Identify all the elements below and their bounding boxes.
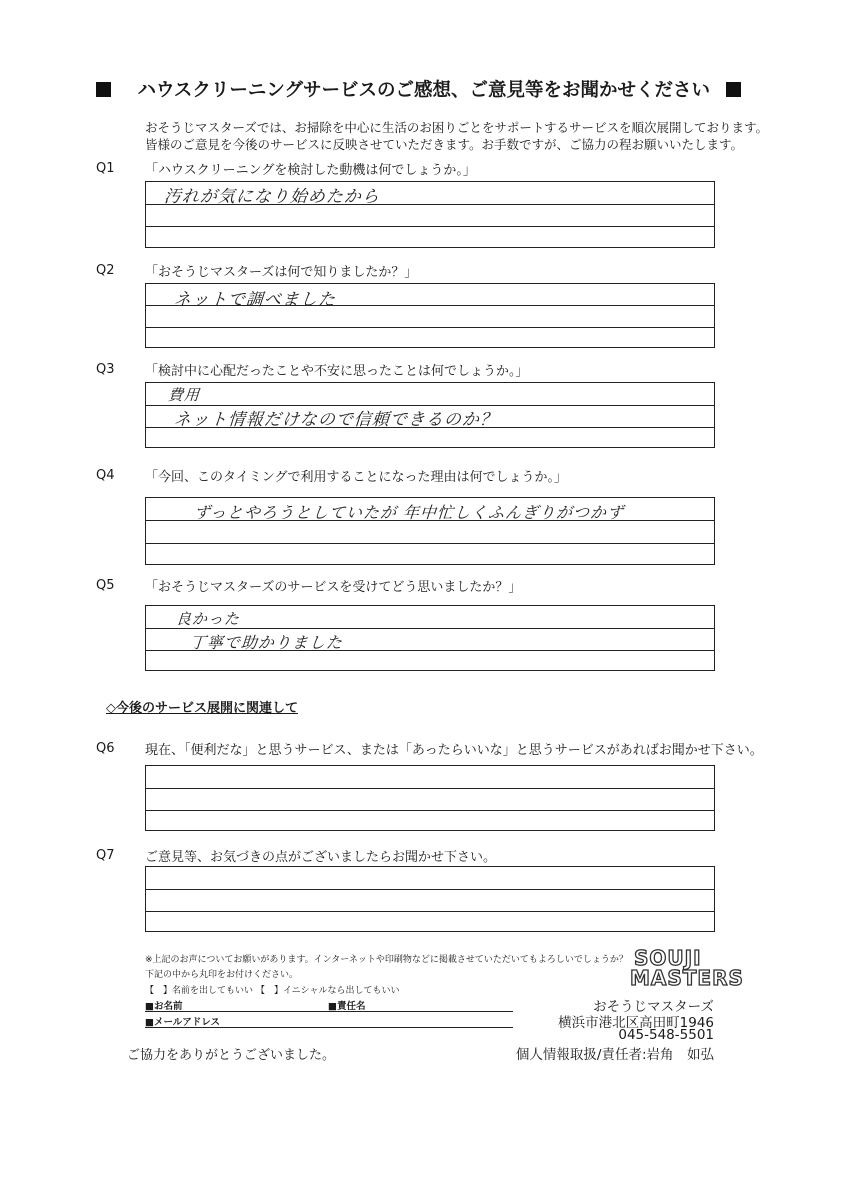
handwritten-answer: ネット情報だけなので信頼できるのか？	[173, 410, 499, 430]
section-heading: ◇今後のサービス展開に関連して	[106, 701, 298, 716]
title-text: ハウスクリーニングサービスのご感想、ご意見等をお聞かせください	[137, 80, 711, 101]
email-label: ■メールアドレス	[145, 1017, 221, 1028]
question-number: Q5	[96, 578, 115, 593]
question-number: Q1	[96, 161, 115, 176]
intro-line-2: 皆様のご意見を今後のサービスに反映させていただきます。お手数ですが、ご協力の程お願いいたします。	[145, 137, 744, 152]
question-text: ご意見等、お気づきの点がございましたらお聞かせ下さい。	[145, 850, 497, 865]
thanks-message: ご協力をありがとうございました。	[127, 1048, 336, 1063]
footer-note: 下記の中から丸印をお付けください。	[145, 970, 299, 980]
manager-label: ■責任名	[328, 1001, 366, 1012]
intro-line-1: おそうじマスターズでは、お掃除を中心に生活のお困りごとをサポートするサービスを順次展開しております。	[145, 120, 769, 135]
handwritten-answer: 費用	[167, 386, 201, 404]
question-number: Q3	[96, 362, 115, 377]
name-underline[interactable]	[145, 1011, 513, 1012]
answer-box-q6[interactable]	[145, 765, 715, 831]
square-bullet-icon	[726, 82, 741, 97]
company-phone: 045-548-5501	[618, 1027, 714, 1043]
page-title	[96, 76, 786, 102]
answer-box-q5[interactable]	[145, 605, 715, 671]
question-text: 現在、「便利だな」と思うサービス、または「あったらいいな」と思うサービスがあればお聞かせ下さい。	[145, 743, 763, 758]
handwritten-answer: ネットで調べました	[173, 290, 337, 310]
email-underline[interactable]	[145, 1027, 513, 1028]
question-number: Q6	[96, 741, 115, 756]
question-text: 「おそうじマスターズのサービスを受けてどう思いましたか？」	[145, 580, 522, 595]
handwritten-answer: ずっとやろうとしていたが 年中忙しくふんぎりがつかず	[193, 503, 625, 522]
question-text: 「おそうじマスターズは何で知りましたか？」	[145, 265, 418, 280]
square-bullet-icon	[96, 82, 111, 97]
company-address: 横浜市港北区高田町1946	[558, 1015, 714, 1031]
question-text: 「検討中に心配だったことや不安に思ったことは何でしょうか。」	[145, 364, 529, 379]
answer-box-q3[interactable]	[145, 382, 715, 448]
footer-note: ※上記のお声についてお願いがあります。インターネットや印刷物などに掲載させていただいてもよろしいでしょうか？	[145, 955, 628, 965]
question-text: 「ハウスクリーニングを検討した動機は何でしょうか。」	[145, 163, 476, 178]
question-number: Q4	[96, 468, 115, 483]
answer-box-q2[interactable]	[145, 283, 715, 348]
answer-box-q4[interactable]	[145, 497, 715, 565]
handwritten-answer: 汚れが気になり始めたから	[163, 187, 381, 207]
answer-box-q7[interactable]	[145, 866, 715, 932]
publish-option-name[interactable]: 【 】名前を出してもいい	[145, 986, 254, 996]
question-number: Q7	[96, 848, 115, 863]
privacy-officer: 個人情報取扱/責任者:岩角 如弘	[515, 1047, 714, 1063]
answer-box-q1[interactable]	[145, 181, 715, 248]
name-label: ■お名前	[145, 1001, 183, 1012]
question-text: 「今回、このタイミングで利用することになった理由は何でしょうか。」	[145, 470, 567, 485]
handwritten-answer: 丁寧で助かりました	[189, 633, 344, 652]
osouji-masters-logo: SOUJI MASTERS	[630, 946, 744, 990]
question-number: Q2	[96, 263, 115, 278]
handwritten-answer: 良かった	[175, 610, 241, 628]
company-name: おそうじマスターズ	[593, 999, 714, 1015]
publish-option-initial[interactable]: 【 】イニシャルなら出してもいい	[256, 986, 400, 996]
